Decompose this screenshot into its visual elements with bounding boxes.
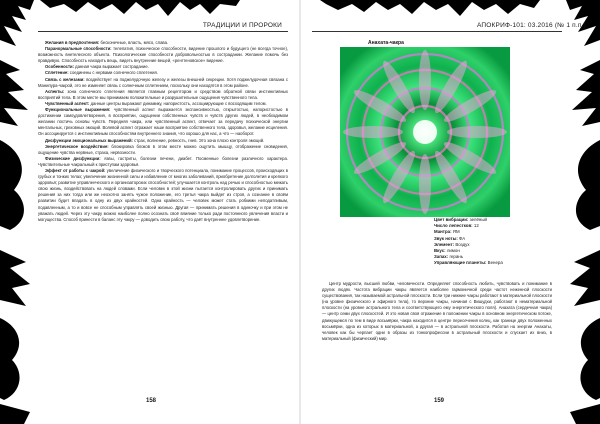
property-row: Цвет вибрации: зелёный (434, 217, 487, 222)
paragraph: Центр мудрости, высшей любви, человечности. Определяет способность любить, чувствовать и понимание в других людях. Частота вибрации чакры является наиболее гармоничной среди частот неженной плоскости существования, так называемой астральной плоскости. Если три нижние чакры работают в материальной плоскости (на уровне физического и эфирного тела), то верхние чакры, начиная с Вишудхи, работают в нематериальной плоскости (на уровне астрального тела и соответствующего ему энергетического поля). Анахата (сердечная чакра) — центр семи двух плоскостей. И это новая своя отражение в положении чакры в основном энергетическом потоке, движущемся по тем в виде восьмёрки, чакра находится в центре пересечения колец, как границе двух положенных восьмёрки, одна из которых в материальной, а другая — в астральной плоскости. Работая на энергии Анахаты, человек как бы черпает одни в образы из тонкопрофессии в астральный плоскости и спускает их вниз, в материальный (физический) мир. (322, 281, 552, 341)
paragraph: Сплетение: соединены с нервами солнечного сплетения. (45, 70, 158, 76)
property-row: Мантра: ЯМ (434, 229, 460, 235)
running-header: АПОКРИФ-101: 03.2016 (№ 1 п.п.) (476, 22, 586, 29)
anahata-mandala-image (340, 47, 510, 217)
tribal-ornament-right-icon (566, 0, 600, 424)
property-row: Вкус: лимон (434, 248, 460, 254)
body-text (322, 281, 552, 342)
body-text (38, 40, 288, 223)
tribal-ornament-top-right-icon (320, 0, 540, 20)
page-number: 159 (434, 398, 445, 404)
right-page (300, 0, 600, 424)
paragraph: Связь с железами: воздействует на поджелудочную железу и железы внешней секреции. Хотя поджелудочная связана с Манипура-чакрой, это не изменяет связь с солнечным сплетением, поскольку они находятся в этом районе. (38, 76, 288, 88)
property-row: Звук ноты: ФА (434, 235, 466, 241)
property-row: Запах: герань (434, 254, 463, 260)
paragraph: Эффект от работы с чакрой: увеличение физического и творческого потенциала, понимание процессов, происходящих в грубых и тонких телах; увеличение жизненной силы и избавление от многих заболеваний, приобретение долголетия и крепкого здоровья; развитие управленческого и организаторских способностей; улучшается контроль над речью и способностью межать свою жизнь, воздействовать на людей словами. Если человек в этой жизни пытается контролировать других и принимать решения за них тогда или же неохотно занять чужое положение, его третья чакра выйдет из строя, а сознание в своём развитии будет впадать в одну из двух крайностей. Одна крайность — человек может стать робкими неподатливым, подавленным, а то и вовсе не способным управлять своей жизнью. Другая — принимать решения в одиночку и при этом не уважать людей. Через эту чакру можно наиболее полно осознать своё влияние только ради постоянного увлечения власти и могущества. Способ принести в баланс эту чакру — доводить свою работу, что даёт внутреннее удовлетворение. (38, 167, 288, 222)
header-rule (38, 31, 288, 32)
property-row: Число лепестков: 12 (434, 223, 479, 229)
header-rule (312, 31, 562, 32)
tribal-ornament-top-left-icon (40, 0, 240, 20)
paragraph: Физические дисфункции: язвы, гастриты, болезни печени, диабет. Посменные болезни различного характера. Чувствительные чакральный к приступам здоровья. (38, 155, 288, 167)
paragraph: Желания в предпочтения: бесконечные, власть, мясо, слава. (45, 40, 169, 45)
page-number: 158 (146, 398, 157, 404)
paragraph: Аспекты: зона солнечного сплетения является главным рецептором и средством обратной связи инстинктивных восприятий тела. В этом месте мы принимаем положительные и разрушительные ощущения чувственного тела. (38, 88, 288, 100)
paragraph: Паранормальные способности: телепатия, психическое способности, видение прошлого и будущего (не всегда точное), возможность внетелесного объекта. Психологические способности добровольностью в сострадании. Желание помочь без правдивую. Способность находить вещь, видеть внутренние вещей, «рентгеновское» видение. (38, 46, 288, 64)
paragraph: Дисфункции эмоциональных выражений: страх, волнение, ревность, гнев. Это зона плохо контроля эмоций. (45, 137, 265, 143)
paragraph: Функциональные выражения: чувственный аспект выражается экспансивностью, открытостью, напористостью в достижении самоудовлетворения, в восприятии, ощущении собственных чувств и чувств других людей, в необходимом желании постичь основы чувств. Передняя чакра, или чувственный аспект, отвечает за передачу психической энергии ментальных, греховных эмоций. Волевой аспект отражает наше восприятие собственного тела, здоровья, желание исцеления. Он ассоциируется с инстинктивным способностям внутреннего знания, что хорошо для нас, а что — наоборот. (38, 107, 288, 137)
property-row: Элемент: Воздух (434, 241, 470, 247)
paragraph: Чувственный аспект: данные центры выражают динамику, напористость, ассоциирующие с восходящим телом. (45, 100, 267, 106)
tribal-ornament-left-icon (0, 0, 34, 424)
paragraph: Особенности: данная чакра выражает сострадание. (45, 64, 149, 70)
chakra-properties (434, 217, 503, 267)
property-row: Управляющие планеты: Венера (434, 260, 503, 266)
image-caption: Анахата-чакра (368, 40, 404, 46)
running-header: ТРАДИЦИИ И ПРОРОКИ (202, 22, 282, 29)
paragraph: Энергетическое воздействие: блокировка блоков в этом месте можно ощутить мышцу, отображение сновидения, ощущение чувства нервные, страха, нервозности. (38, 143, 288, 155)
